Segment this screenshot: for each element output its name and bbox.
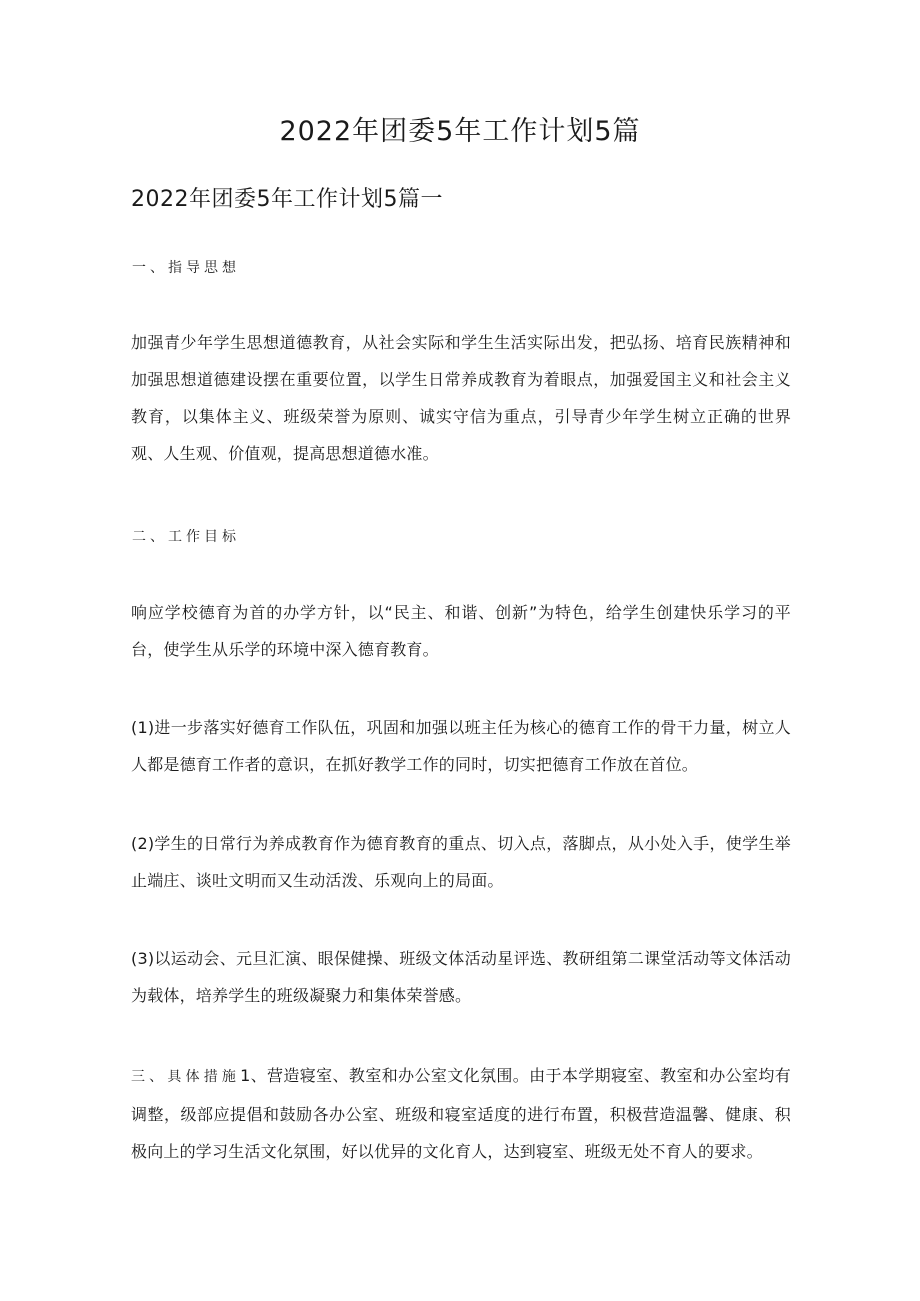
document-title: 2022年团委5年工作计划5篇	[279, 116, 641, 147]
paragraph-specific-measures	[131, 1057, 791, 1170]
heading-work-goals: 二、工作目标	[132, 529, 240, 545]
section-title: 2022年团委5年工作计划5篇一	[131, 187, 443, 212]
paragraph-item-3: (3)以运动会、元旦汇演、眼保健操、班级文体活动星评选、教研组第二课堂活动等文体活动为载体，培养学生的班级凝聚力和集体荣誉感。	[131, 949, 791, 1005]
paragraph-work-goals: 响应学校德育为首的办学方针，以“民主、和谐、创新”为特色，给学生创建快乐学习的平台，使学生从乐学的环境中深入德育教育。	[131, 603, 791, 659]
paragraph-item-1: (1)进一步落实好德育工作队伍，巩固和加强以班主任为核心的德育工作的骨干力量，树立人人都是德育工作者的意识，在抓好教学工作的同时，切实把德育工作放在首位。	[131, 718, 791, 774]
paragraph-item-2: (2)学生的日常行为养成教育作为德育教育的重点、切入点，落脚点，从小处入手，使学生举止端庄、谈吐文明而又生动活泼、乐观向上的局面。	[131, 834, 791, 890]
heading-guiding-ideology: 一、指导思想	[132, 260, 240, 276]
paragraph-guiding-ideology: 加强青少年学生思想道德教育，从社会实际和学生生活实际出发，把弘扬、培育民族精神和加强思想道德建设摆在重要位置，以学生日常养成教育为着眼点，加强爱国主义和社会主义教育，以集体主义、班级荣誉为原则、诚实守信为重点，引导青少年学生树立正确的世界观、人生观、价值观，提高思想道德水准。	[131, 333, 791, 463]
heading-specific-measures: 三、具体措施	[131, 1069, 241, 1085]
measures-text: 1、营造寝室、教室和办公室文化氛围。由于本学期寝室、教室和办公室均有调整，级部应提倡和鼓励各办公室、班级和寝室适度的进行布置，积极营造温馨、健康、积极向上的学习生活文化氛围，好以优异的文化育人，达到寝室、班级无处不育人的要求。	[131, 1066, 792, 1161]
